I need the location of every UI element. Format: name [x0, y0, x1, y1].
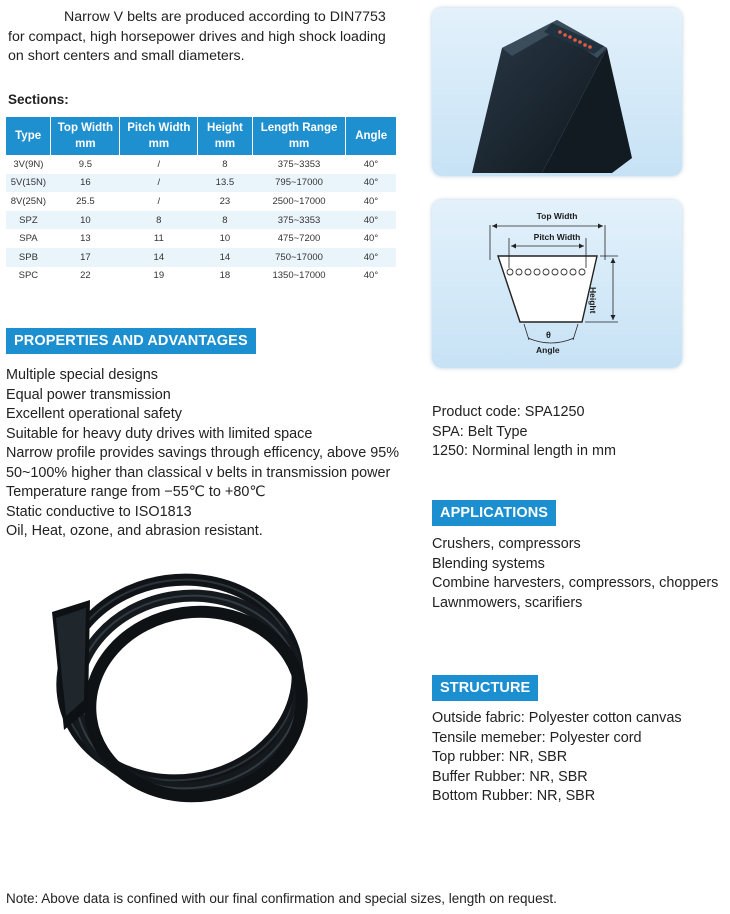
cell: 13 — [51, 229, 120, 248]
list-item: Top rubber: NR, SBR — [432, 749, 568, 765]
applications-list — [432, 535, 718, 613]
cell: 795~17000 — [252, 174, 346, 193]
cell: 1350~17000 — [252, 267, 346, 286]
cell: 8 — [120, 211, 198, 230]
cell: 23 — [198, 192, 253, 211]
col-type: Type — [6, 117, 51, 155]
cell: / — [120, 192, 198, 211]
list-item: Tensile memeber: Polyester cord — [432, 729, 642, 746]
list-item: 50~100% higher than classical v belts in transmission power — [6, 464, 391, 481]
cell: 375~3353 — [252, 155, 346, 174]
label-height: Height — [588, 287, 598, 314]
cell: 40° — [346, 192, 396, 211]
list-item: Equal power transmission — [6, 386, 171, 403]
list-item: Blending systems — [432, 555, 545, 572]
sections-table — [6, 117, 396, 285]
col-angle: Angle — [346, 117, 396, 155]
cell: 40° — [346, 267, 396, 286]
belt-section-photo — [432, 8, 682, 176]
cell: 40° — [346, 248, 396, 267]
product-code-block — [432, 403, 616, 462]
product-code-line: Product code: SPA1250 — [432, 404, 585, 420]
label-angle: Angle — [536, 345, 560, 355]
sections-title: Sections: — [8, 92, 69, 107]
cell: / — [120, 155, 198, 174]
label-top-width: Top Width — [536, 211, 578, 221]
table-row — [6, 174, 396, 193]
cell: 5V(15N) — [6, 174, 51, 193]
cell: 11 — [120, 229, 198, 248]
list-item: Combine harvesters, compressors, choppers — [432, 575, 719, 591]
cell: 18 — [198, 267, 253, 286]
cell: 9.5 — [51, 155, 120, 174]
structure-banner: STRUCTURE — [432, 675, 538, 701]
list-item: Crushers, compressors — [432, 536, 581, 552]
cell: 40° — [346, 229, 396, 248]
list-item: Lawnmowers, scarifiers — [432, 594, 583, 611]
cell: / — [120, 174, 198, 193]
cell: 25.5 — [51, 192, 120, 211]
list-item: Temperature range from −55℃ to +80℃ — [6, 484, 266, 500]
cell: 3V(9N) — [6, 155, 51, 174]
belt-dimension-diagram — [432, 200, 682, 368]
applications-banner: APPLICATIONS — [432, 500, 556, 526]
label-pitch-width: Pitch Width — [533, 232, 581, 242]
cell: 13.5 — [198, 174, 253, 193]
cell: 40° — [346, 174, 396, 193]
belt-loop-photo — [30, 560, 360, 830]
table-row — [6, 211, 396, 230]
intro-paragraph: Narrow V belts are produced according to DIN7753 for compact, high horsepower drives and high shock loading on short centers and small diameters. — [8, 9, 386, 64]
cell: 16 — [51, 174, 120, 193]
label-theta: θ — [546, 330, 551, 340]
table-header-row — [6, 117, 396, 155]
cell: 14 — [120, 248, 198, 267]
belt-cross-section-image — [432, 8, 682, 176]
properties-list — [6, 366, 399, 542]
cell: SPZ — [6, 211, 51, 230]
product-code-line: SPA: Belt Type — [432, 423, 528, 440]
col-pitch-width: Pitch Width mm — [120, 117, 198, 155]
cell: 17 — [51, 248, 120, 267]
properties-banner: PROPERTIES AND ADVANTAGES — [6, 328, 256, 354]
cell: SPC — [6, 267, 51, 286]
table-row — [6, 192, 396, 211]
cell: 750~17000 — [252, 248, 346, 267]
table-row — [6, 229, 396, 248]
list-item: Buffer Rubber: NR, SBR — [432, 768, 588, 785]
cell: 8V(25N) — [6, 192, 51, 211]
cell: SPA — [6, 229, 51, 248]
cell: 10 — [51, 211, 120, 230]
cell: 10 — [198, 229, 253, 248]
col-top-width: Top Width mm — [51, 117, 120, 155]
structure-list — [432, 709, 682, 807]
list-item: Excellent operational safety — [6, 406, 182, 422]
table-row — [6, 267, 396, 286]
list-item: Oil, Heat, ozone, and abrasion resistant. — [6, 523, 263, 539]
cell: 375~3353 — [252, 211, 346, 230]
col-length-range: Length Range mm — [252, 117, 346, 155]
cell: 8 — [198, 155, 253, 174]
cell: 475~7200 — [252, 229, 346, 248]
list-item: Multiple special designs — [6, 367, 158, 383]
list-item: Static conductive to ISO1813 — [6, 503, 192, 520]
cell: 2500~17000 — [252, 192, 346, 211]
table-row — [6, 155, 396, 174]
cell: SPB — [6, 248, 51, 267]
cell: 40° — [346, 155, 396, 174]
list-item: Suitable for heavy duty drives with limited space — [6, 425, 313, 442]
list-item: Narrow profile provides savings through efficency, above 95% — [6, 445, 400, 461]
cell: 8 — [198, 211, 253, 230]
list-item: Outside fabric: Polyester cotton canvas — [432, 710, 682, 726]
cell: 40° — [346, 211, 396, 230]
table-row — [6, 248, 396, 267]
cell: 22 — [51, 267, 120, 286]
cell: 19 — [120, 267, 198, 286]
col-height: Height mm — [198, 117, 253, 155]
footer-note: Note: Above data is confined with our final confirmation and special sizes, length on request. — [6, 891, 557, 906]
product-code-line: 1250: Norminal length in mm — [432, 443, 616, 459]
cell: 14 — [198, 248, 253, 267]
list-item: Bottom Rubber: NR, SBR — [432, 788, 596, 804]
dimension-diagram-svg — [432, 200, 682, 368]
